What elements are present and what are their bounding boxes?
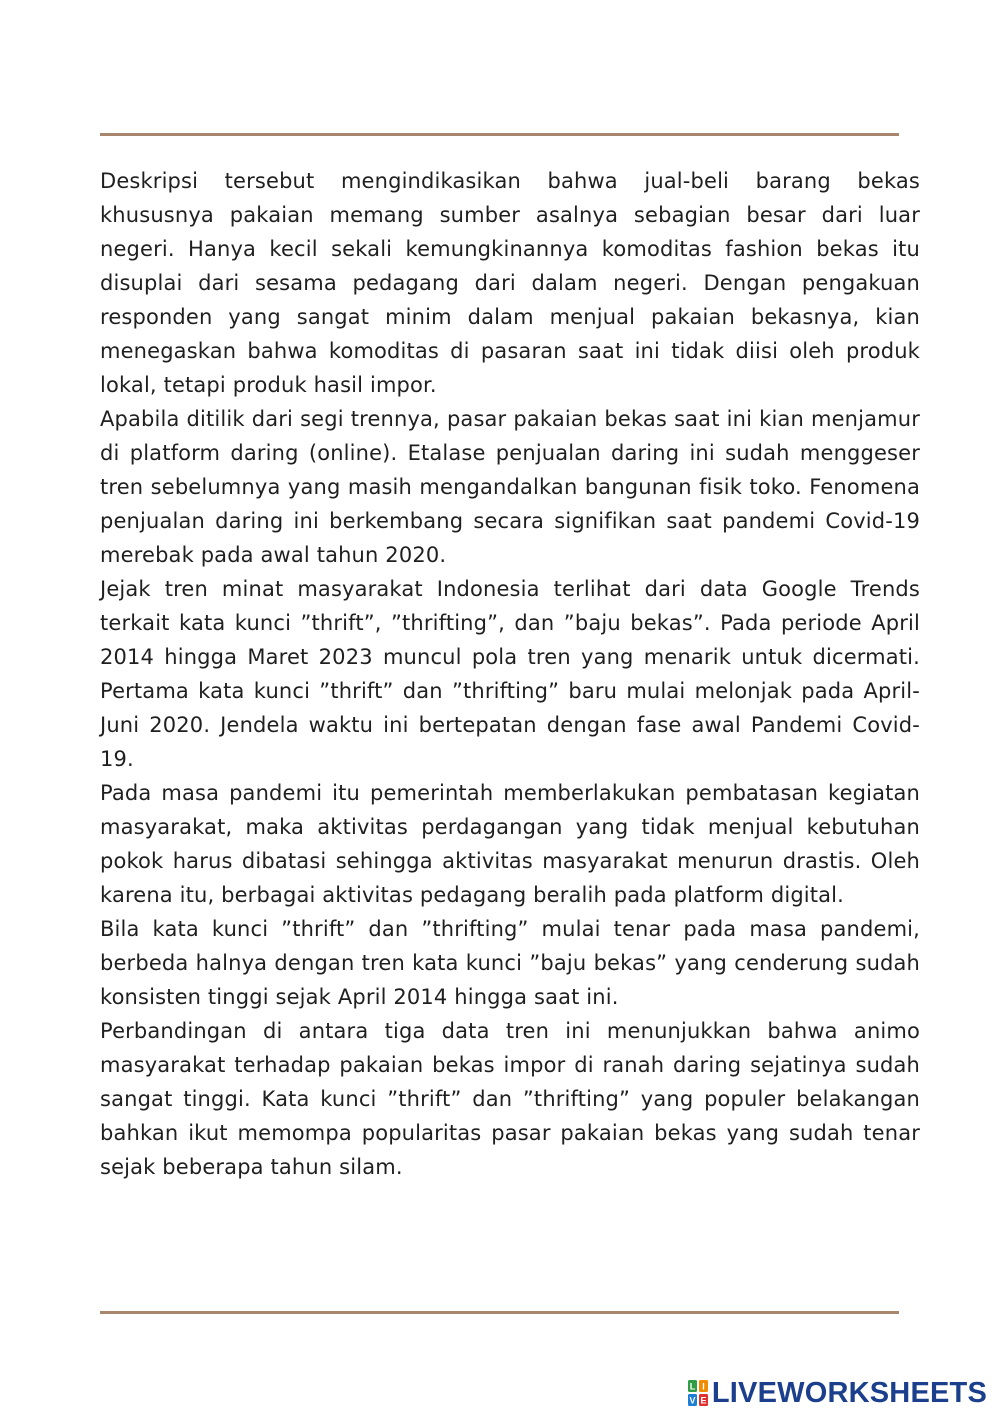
brand-name: LIVEWORKSHEETS [711,1376,987,1409]
svg-text:I: I [702,1381,705,1392]
liveworksheets-brand[interactable] [687,1375,987,1411]
paragraph-6: Perbandingan di antara tiga data tren ini menunjukkan bahwa animo masyarakat terhadap pakaian bekas impor di ranah daring sejatinya sudah sangat tinggi. Kata kunci ”thrift” dan ”thrifting” yang populer belakangan bahkan ikut memompa popularitas pasar pakaian bekas yang sudah tenar sejak beberapa tahun silam. [100,1019,920,1179]
svg-text:E: E [700,1395,707,1406]
top-divider [100,133,899,136]
liveworksheets-logo-icon [687,1379,709,1407]
article-body [100,164,920,1184]
paragraph-5: Bila kata kunci ”thrift” dan ”thrifting” mulai tenar pada masa pandemi, berbeda halnya dengan tren kata kunci ”baju bekas” yang cenderung sudah konsisten tinggi sejak April 2014 hingga saat ini. [100,917,920,1009]
bottom-divider [100,1311,899,1314]
svg-text:V: V [689,1395,696,1406]
paragraph-1: Deskripsi tersebut mengindikasikan bahwa jual-beli barang bekas khususnya pakaian memang sumber asalnya sebagian besar dari luar negeri. Hanya kecil sekali kemungkinannya komoditas fashion bekas itu disuplai dari sesama pedagang dari dalam negeri. Dengan pengakuan responden yang sangat minim dalam menjual pakaian bekasnya, kian menegaskan bahwa komoditas di pasaran saat ini tidak diisi oleh produk lokal, tetapi produk hasil impor. [100,169,920,397]
paragraph-3: Jejak tren minat masyarakat Indonesia terlihat dari data Google Trends terkait kata kunci ”thrift”, ”thrifting”, dan ”baju bekas”. Pada periode April 2014 hingga Maret 2023 muncul pola tren yang menarik untuk dicermati. Pertama kata kunci ”thrift” dan ”thrifting” baru mulai melonjak pada April-Juni 2020. Jendela waktu ini bertepatan dengan fase awal Pandemi Covid-19. [100,577,920,771]
paragraph-2: Apabila ditilik dari segi trennya, pasar pakaian bekas saat ini kian menjamur di platform daring (online). Etalase penjualan daring ini sudah menggeser tren sebelumnya yang masih mengandalkan bangunan fisik toko. Fenomena penjualan daring ini berkembang secara signifikan saat pandemi Covid-19 merebak pada awal tahun 2020. [100,407,920,567]
paragraph-4: Pada masa pandemi itu pemerintah memberlakukan pembatasan kegiatan masyarakat, maka aktivitas perdagangan yang tidak menjual kebutuhan pokok harus dibatasi sehingga aktivitas masyarakat menurun drastis. Oleh karena itu, berbagai aktivitas pedagang beralih pada platform digital. [100,781,920,907]
svg-text:L: L [689,1381,696,1392]
